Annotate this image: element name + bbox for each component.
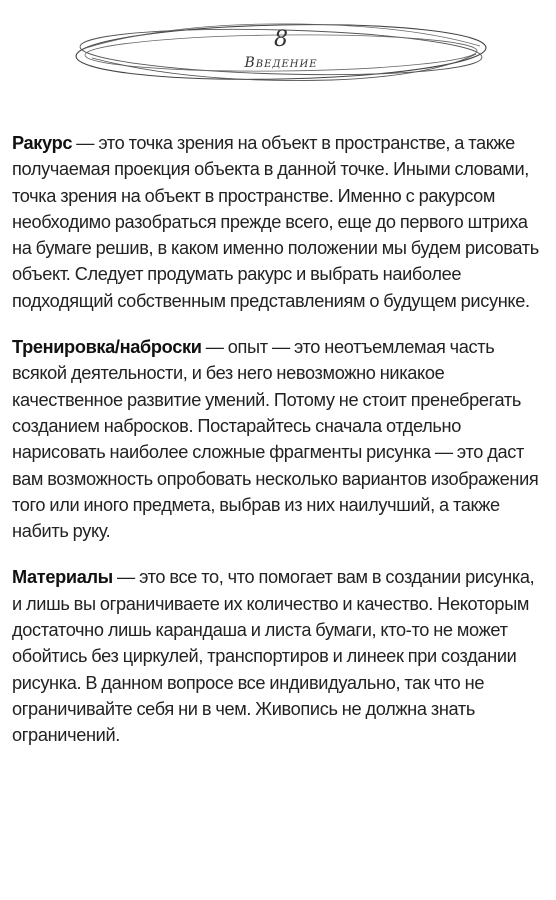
paragraph-trenirovka (12, 334, 546, 544)
definition-trenirovka: — опыт — это неотъемлемая часть всякой деятельности, и без него невозможно никакое качественное развитие умений. Потому не стоит пренебрегать созданием набросков. Постарайтесь сначала отдельно нарисовать наиболее сложные фрагменты рисунка — это даст вам возможность опробовать несколько вариантов изображения того или иного предмета, выбрав из них наилучший, а также набить руку. (12, 337, 539, 542)
definition-materialy: — это все то, что помогает вам в создании рисунка, и лишь вы ограничиваете их количество и качество. Некоторым достаточно лишь карандаша и листа бумаги, кто-то не может обойтись без циркулей, транспортиров и линеек при создании рисунка. В данном вопросе все индивидуально, так что не ограничивайте себя ни в чем. Живопись не должна знать ограничений. (12, 567, 535, 746)
page-number: 8 (274, 27, 288, 52)
body-text (12, 130, 546, 769)
term-trenirovka: Тренировка/наброски (12, 337, 202, 358)
header-ellipse-ornament (72, 14, 490, 90)
term-materialy: Материалы (12, 567, 113, 588)
term-rakurs: Ракурс (12, 133, 73, 153)
definition-rakurs: — это точка зрения на объект в пространстве, а также получаемая проекция объекта в данной точке. Иными словами, точка зрения на объект в пространстве. Именно с ракурсом необходимо разобраться прежде всего, еще до первого штриха на бумаге решив, в каком именно положении мы будем рисовать объект. Следует продумать ракурс и выбрать наиболее подходящий собственным представлениям о будущем рисунке. (12, 133, 539, 311)
chapter-title: Введение (244, 55, 318, 71)
paragraph-rakurs (12, 130, 546, 314)
paragraph-materialy (12, 564, 546, 748)
page-header (72, 14, 490, 90)
